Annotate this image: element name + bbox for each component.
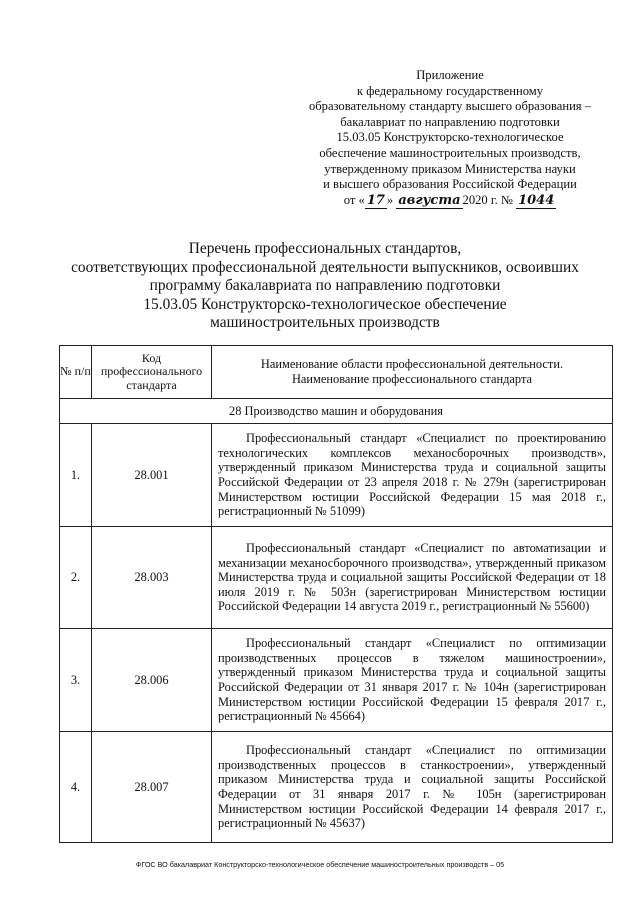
appendix-line: бакалавриат по направлению подготовки xyxy=(340,114,560,129)
standards-table xyxy=(59,345,613,843)
title-line: программу бакалавриата по направлению подготовки xyxy=(149,277,501,295)
handwritten-day: 17 xyxy=(366,192,385,208)
appendix-line: Приложение xyxy=(416,68,484,82)
appendix-line: и высшего образования Российской Федерации xyxy=(323,177,577,192)
row-description-text: Профессиональный стандарт «Специалист по оптимизации производственных процессов в станкостроении», утвержденный приказом Министерства труда и социальной защиты Российской Федерации от 31 января 2017 г. № 105н (зарегистрирован Министерством юстиции Российской Федерации 14 февраля 2017 г., регистрационный № 45637) xyxy=(218,743,606,831)
appendix-line: к федеральному государственному xyxy=(356,83,544,98)
area-row xyxy=(60,399,613,424)
row-code: 28.006 xyxy=(92,629,212,732)
row-number: 2. xyxy=(60,527,92,629)
row-description-text: Профессиональный стандарт «Специалист по автоматизации и механизации механосборочного производства», утвержденный приказом Министерства труда и социальной защиты Российской Федерации от 18 июля 2019 г. № 503н (зарегистрирован Министерством юстиции Российской Федерации 14 августа 2019 г., регистрационный № 55600) xyxy=(218,541,606,614)
title-line: соответствующих профессиональной деятельности выпускников, освоивших xyxy=(71,258,579,276)
header-name xyxy=(212,346,613,399)
header-name-line2: Наименование профессионального стандарта xyxy=(291,372,533,386)
row-code: 28.003 xyxy=(92,527,212,629)
row-description-text: Профессиональный стандарт «Специалист по оптимизации производственных процессов в тяжелом машиностроении», утвержденный приказом Министерства труда и социальной защиты Российской Федерации от 31 января 2017 г. № 104н (зарегистрирован Министерством юстиции Российской Федерации 15 февраля 2017 г., регистрационный № 45664) xyxy=(218,636,606,724)
header-name-line1: Наименование области профессиональной деятельности. xyxy=(260,357,564,371)
area-title: 28 Производство машин и оборудования xyxy=(60,399,613,424)
row-description-text: Профессиональный стандарт «Специалист по проектированию технологических комплексов механосборочных производств», утвержденный приказом Министерства труда и социальной защиты Российской Федерации от 23 апреля 2018 г. № 279н (зарегистрирован Министерством юстиции Российской Федерации 15 мая 2018 г., регистрационный № 51099) xyxy=(218,431,606,519)
document-title xyxy=(40,240,610,333)
row-description xyxy=(212,732,613,843)
row-number: 3. xyxy=(60,629,92,732)
appendix-line: утвержденному приказом Министерства науки xyxy=(324,161,576,176)
handwritten-order-number: 1044 xyxy=(518,192,555,208)
title-line: Перечень профессиональных стандартов, xyxy=(188,240,462,257)
date-prefix: от « xyxy=(343,192,365,207)
date-year: 2020 г. № xyxy=(462,192,513,207)
table-header-row xyxy=(60,346,613,399)
table-row xyxy=(60,732,613,843)
row-number: 1. xyxy=(60,424,92,527)
appendix-line: обеспечение машиностроительных производств, xyxy=(319,145,581,160)
appendix-line: образовательному стандарту высшего образования – xyxy=(308,99,592,114)
page-footer: ФГОС ВО бакалавриат Конструкторско-технологическое обеспечение машиностроительных производств – 05 xyxy=(135,860,505,869)
table-row xyxy=(60,424,613,527)
date-separator: » xyxy=(386,192,394,207)
header-code: Код профессионального стандарта xyxy=(92,346,212,399)
table-row xyxy=(60,629,613,732)
table-row xyxy=(60,527,613,629)
row-code: 28.001 xyxy=(92,424,212,527)
row-description xyxy=(212,629,613,732)
title-line: машиностроительных производств xyxy=(210,314,440,332)
header-num: № п/п xyxy=(60,346,92,399)
row-number: 4. xyxy=(60,732,92,843)
row-code: 28.007 xyxy=(92,732,212,843)
appendix-line: 15.03.05 Конструкторско-технологическое xyxy=(336,130,564,145)
appendix-date-line xyxy=(300,193,600,209)
handwritten-month: августа xyxy=(398,192,461,208)
row-description xyxy=(212,424,613,527)
appendix-block xyxy=(300,68,600,208)
row-description xyxy=(212,527,613,629)
title-line: 15.03.05 Конструкторско-технологическое обеспечение xyxy=(143,295,507,313)
